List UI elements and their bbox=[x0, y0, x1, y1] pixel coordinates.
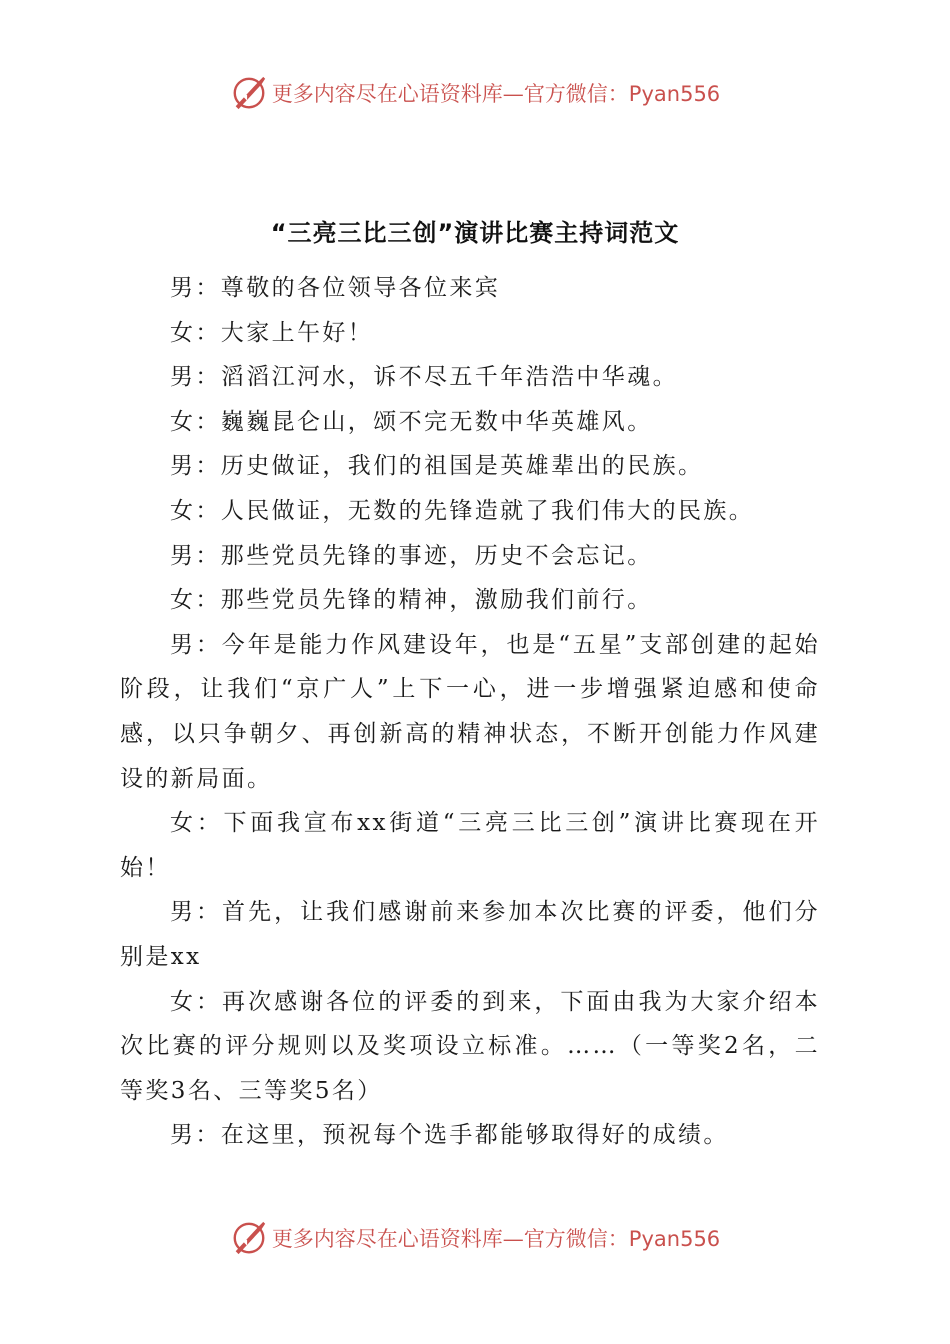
document-body bbox=[120, 266, 820, 1158]
document-title: “三亮三比三创”演讲比赛主持词范文 bbox=[270, 219, 680, 247]
paragraph: 男：今年是能力作风建设年，也是“五星”支部创建的起始阶段，让我们“京广人”上下一心，进一步增强紧迫感和使命感，以只争朝夕、再创新高的精神状态，不断开创能力作风建设的新局面。 bbox=[120, 631, 820, 792]
paragraph: 女：那些党员先锋的精神，激励我们前行。 bbox=[170, 587, 653, 614]
paragraph: 女：下面我宣布xx街道“三亮三比三创”演讲比赛现在开始！ bbox=[120, 810, 820, 881]
banner-promo-text: 更多内容尽在心语资料库— bbox=[271, 1227, 524, 1251]
paragraph: 男：首先，让我们感谢前来参加本次比赛的评委，他们分别是xx bbox=[120, 899, 820, 970]
pen-logo-icon bbox=[230, 1219, 268, 1257]
banner-promo-text: 更多内容尽在心语资料库— bbox=[271, 82, 524, 106]
paragraph: 女：巍巍昆仑山，颂不完无数中华英雄风。 bbox=[170, 408, 653, 435]
paragraph: 男：尊敬的各位领导各位来宾 bbox=[170, 275, 501, 301]
paragraph: 女：人民做证，无数的先锋造就了我们伟大的民族。 bbox=[170, 497, 755, 524]
paragraph: 男：那些党员先锋的事迹，历史不会忘记。 bbox=[170, 542, 653, 569]
paragraph: 男：滔滔江河水，诉不尽五千年浩浩中华魂。 bbox=[170, 364, 678, 391]
banner-wechat-text: 官方微信：Pyan556 bbox=[523, 82, 721, 106]
footer-banner bbox=[0, 1213, 950, 1263]
paragraph: 女：再次感谢各位的评委的到来，下面由我为大家介绍本次比赛的评分规则以及奖项设立标准。……（一等奖2名，二等奖3名、三等奖5名） bbox=[120, 988, 820, 1104]
header-banner bbox=[0, 68, 950, 118]
paragraph: 女：大家上午好！ bbox=[170, 319, 374, 346]
paragraph: 男：历史做证，我们的祖国是英雄辈出的民族。 bbox=[170, 453, 704, 480]
paragraph: 男：在这里，预祝每个选手都能够取得好的成绩。 bbox=[170, 1122, 729, 1149]
banner-wechat-text: 官方微信：Pyan556 bbox=[523, 1227, 721, 1251]
pen-logo-icon bbox=[230, 74, 268, 112]
